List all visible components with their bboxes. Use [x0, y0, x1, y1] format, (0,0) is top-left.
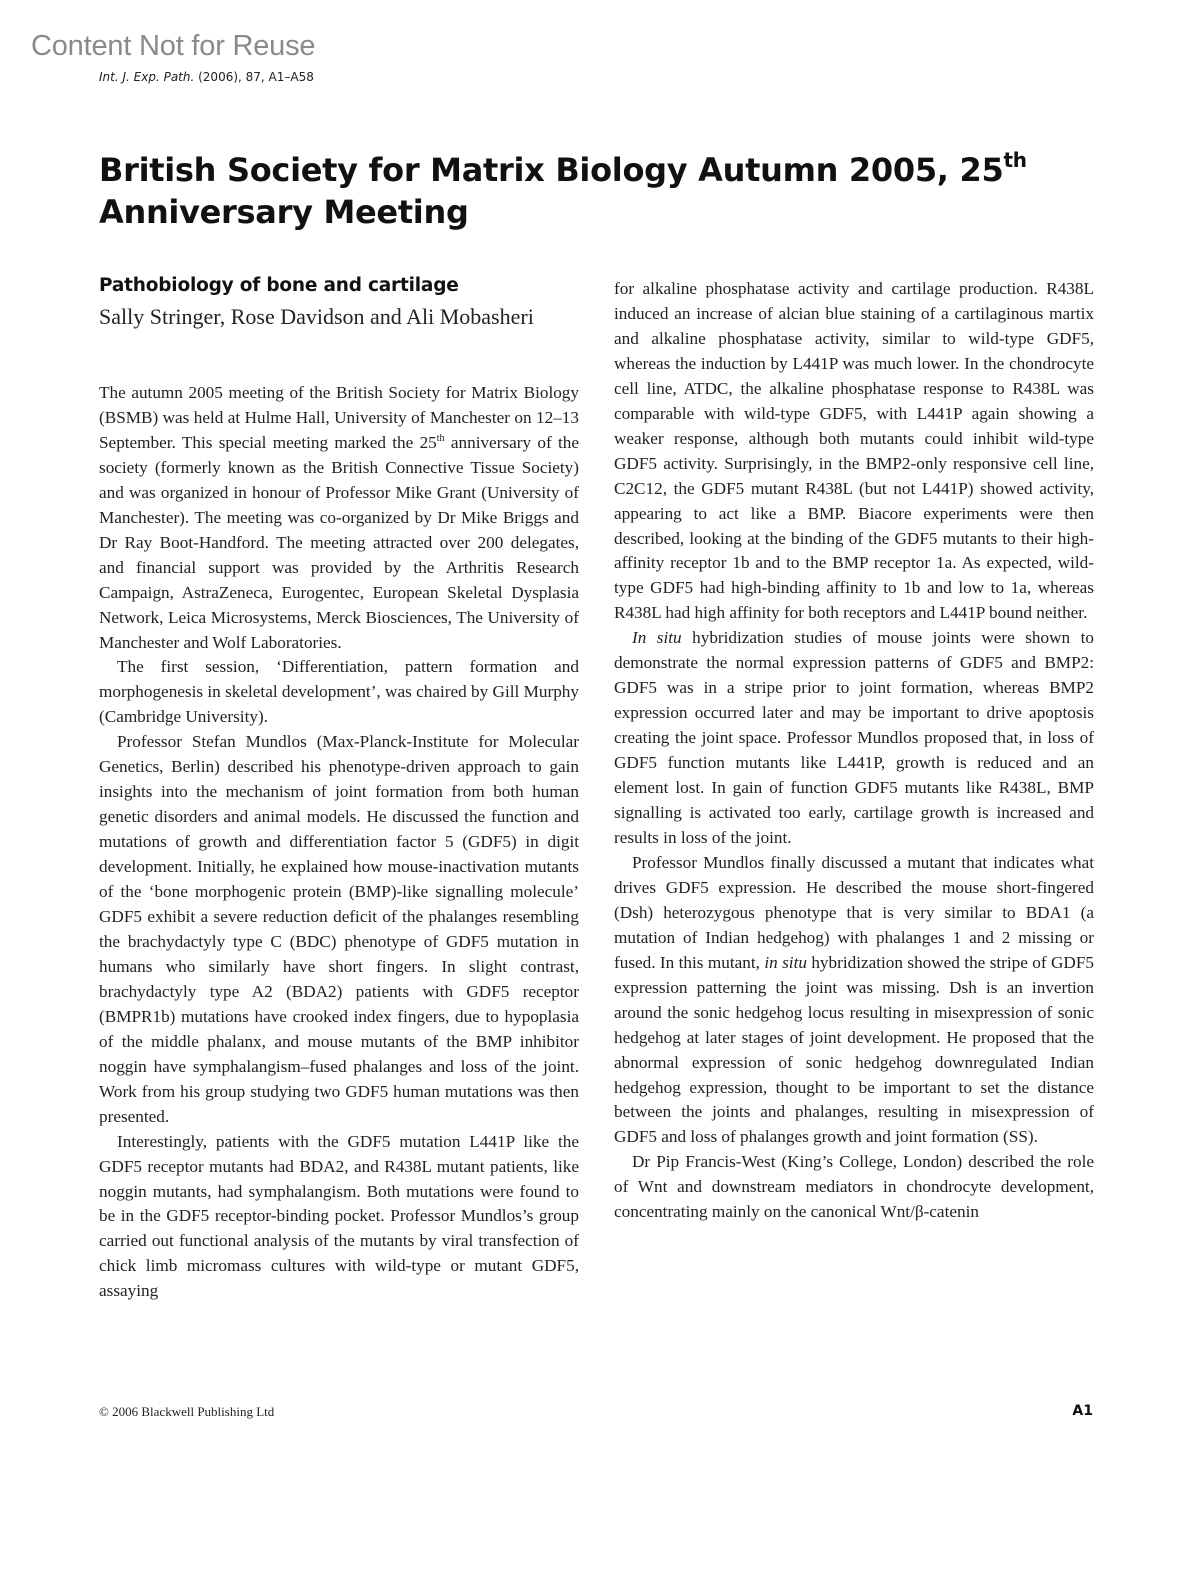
copyright-footer: © 2006 Blackwell Publishing Ltd	[99, 1404, 275, 1419]
paragraph: Professor Stefan Mundlos (Max-Planck-Institute for Molecular Genetics, Berlin) described his phenotype-driven approach to gain insights into the mechanism of joint formation from both human genetic disorders and animal models. He discussed the function and mutations of growth and differentiation factor 5 (GDF5) in digit development. Initially, he explained how mouse-inactivation mutants of the ‘bone morphogenic protein (BMP)-like signalling molecule’ GDF5 exhibit a severe reduction deficit of the phalanges resembling the brachydactyly type C (BDC) phenotype of GDF5 mutation in humans who similarly have short fingers. In slight contrast, brachydactyly type A2 (BDA2) patients with GDF5 receptor (BMPR1b) mutations have crooked index fingers, due to hypoplasia of the middle phalanx, and mouse mutants of the BMP inhibitor noggin have symphalangism–fused phalanges and loss of the joint. Work from his group studying two GDF5 human mutations was then presented.	[99, 732, 579, 1126]
italic-term: In situ	[632, 628, 682, 648]
left-column	[99, 274, 579, 1304]
paragraph	[614, 851, 1094, 1150]
authors: Sally Stringer, Rose Davidson and Ali Mobasheri	[99, 304, 534, 329]
journal-name: Int. J. Exp. Path.	[99, 70, 195, 84]
paragraph	[99, 381, 579, 655]
italic-term: in situ	[764, 952, 807, 972]
paragraph: The first session, ‘Differentiation, pattern formation and morphogenesis in skeletal development’, was chaired by Gill Murphy (Cambridge University).	[99, 657, 579, 727]
paragraph	[614, 626, 1094, 851]
page-title	[99, 149, 1109, 233]
page-number: A1	[1072, 1403, 1093, 1419]
paragraph: for alkaline phosphatase activity and cartilage production. R438L induced an increase of alcian blue staining of a cartilaginous martix and alkaline phosphatase activity, similar to wild-type GDF5, whereas the induction by L441P was much lower. In the chondrocyte cell line, ATDC, the alkaline phosphatase response to R438L was comparable with wild-type GDF5, with L441P again showing a weaker response, although both mutants could inhibit wild-type GDF5 activity. Surprisingly, in the BMP2-only responsive cell line, C2C12, the GDF5 mutant R438L (but not L441P) showed activity, appearing to act like a BMP. Biacore experiments were then described, looking at the binding of the GDF5 mutants to their high-affinity receptor 1b and to the BMP receptor 1a. As expected, wild-type GDF5 had high-binding affinity to 1b and low to 1a, whereas R438L had high affinity for both receptors and L441P bound neither.	[614, 279, 1094, 623]
paragraph-text: anniversary of the society (formerly known as the British Connective Tissue Society) and was organized in honour of Professor Mike Grant (University of Manchester). The meeting was co-organized by Dr Mike Briggs and Dr Ray Boot-Handford. The meeting attracted over 200 delegates, and financial support was provided by the Arthritis Research Campaign, AstraZeneca, Eurogentec, European Skeletal Dysplasia Network, Leica Microsystems, Merck Biosciences, The University of Manchester and Wolf Laboratories.	[99, 432, 579, 652]
right-column	[614, 277, 1094, 1225]
journal-details: (2006), 87, A1–A58	[194, 70, 314, 84]
title-superscript: th	[1003, 148, 1027, 173]
paragraph-text: The autumn 2005 meeting of the British Society for Matrix Biology (BSMB) was held at Hulme Hall, University of Manchester on 12–13 September. This special meeting marked the 25	[99, 383, 579, 452]
paragraph-text: hybridization studies of mouse joints were shown to demonstrate the normal expression patterns of GDF5 and BMP2: GDF5 was in a stripe prior to joint formation, whereas BMP2 expression occurred later and may be important to drive apoptosis creating the joint space. Professor Mundlos proposed that, in loss of GDF5 function mutants like L441P, growth is reduced and an element lost. In gain of function GDF5 mutants like R438L, BMP signalling is activated too early, cartilage growth is increased and results in loss of the joint.	[614, 628, 1094, 847]
paragraph-text: Professor Mundlos finally discussed a mutant that indicates what drives GDF5 expression. He described the mouse short-fingered (Dsh) heterozygous phenotype that is very similar to BDA1 (a mutation of Indian hedgehog) with phalanges 1 and 2 missing or fused. In this mutant,	[614, 852, 1094, 972]
section-heading: Pathobiology of bone and cartilage	[99, 275, 459, 296]
title-text: British Society for Matrix Biology Autumn 2005, 25	[99, 151, 1004, 190]
paragraph: Interestingly, patients with the GDF5 mutation L441P like the GDF5 receptor mutants had BDA2, and R438L mutant patients, like noggin mutants, had symphalangism. Both mutations were found to be in the GDF5 receptor-binding pocket. Professor Mundlos’s group carried out functional analysis of the mutants by viral transfection of chick limb micromass cultures with wild-type or mutant GDF5, assaying	[99, 1131, 579, 1301]
paragraph: Dr Pip Francis-West (King’s College, London) described the role of Wnt and downstream mediators in chondrocyte development, concentrating mainly on the canonical Wnt/β-catenin	[614, 1152, 1094, 1222]
title-text-end: Anniversary Meeting	[99, 193, 469, 232]
watermark: Content Not for Reuse	[31, 30, 316, 62]
journal-reference	[99, 70, 314, 84]
superscript: th	[436, 432, 445, 444]
paragraph-text: hybridization showed the stripe of GDF5 expression patterning the joint was missing. Dsh is an invertion around the sonic hedgehog locus resulting in misexpression of sonic hedgehog at later stages of joint development. He proposed that the abnormal expression of sonic hedgehog downregulated Indian hedgehog expression, thought to be important to set the distance between the joints and phalanges, resulting in misexpression of GDF5 and loss of phalanges growth and joint formation (SS).	[614, 952, 1094, 1147]
